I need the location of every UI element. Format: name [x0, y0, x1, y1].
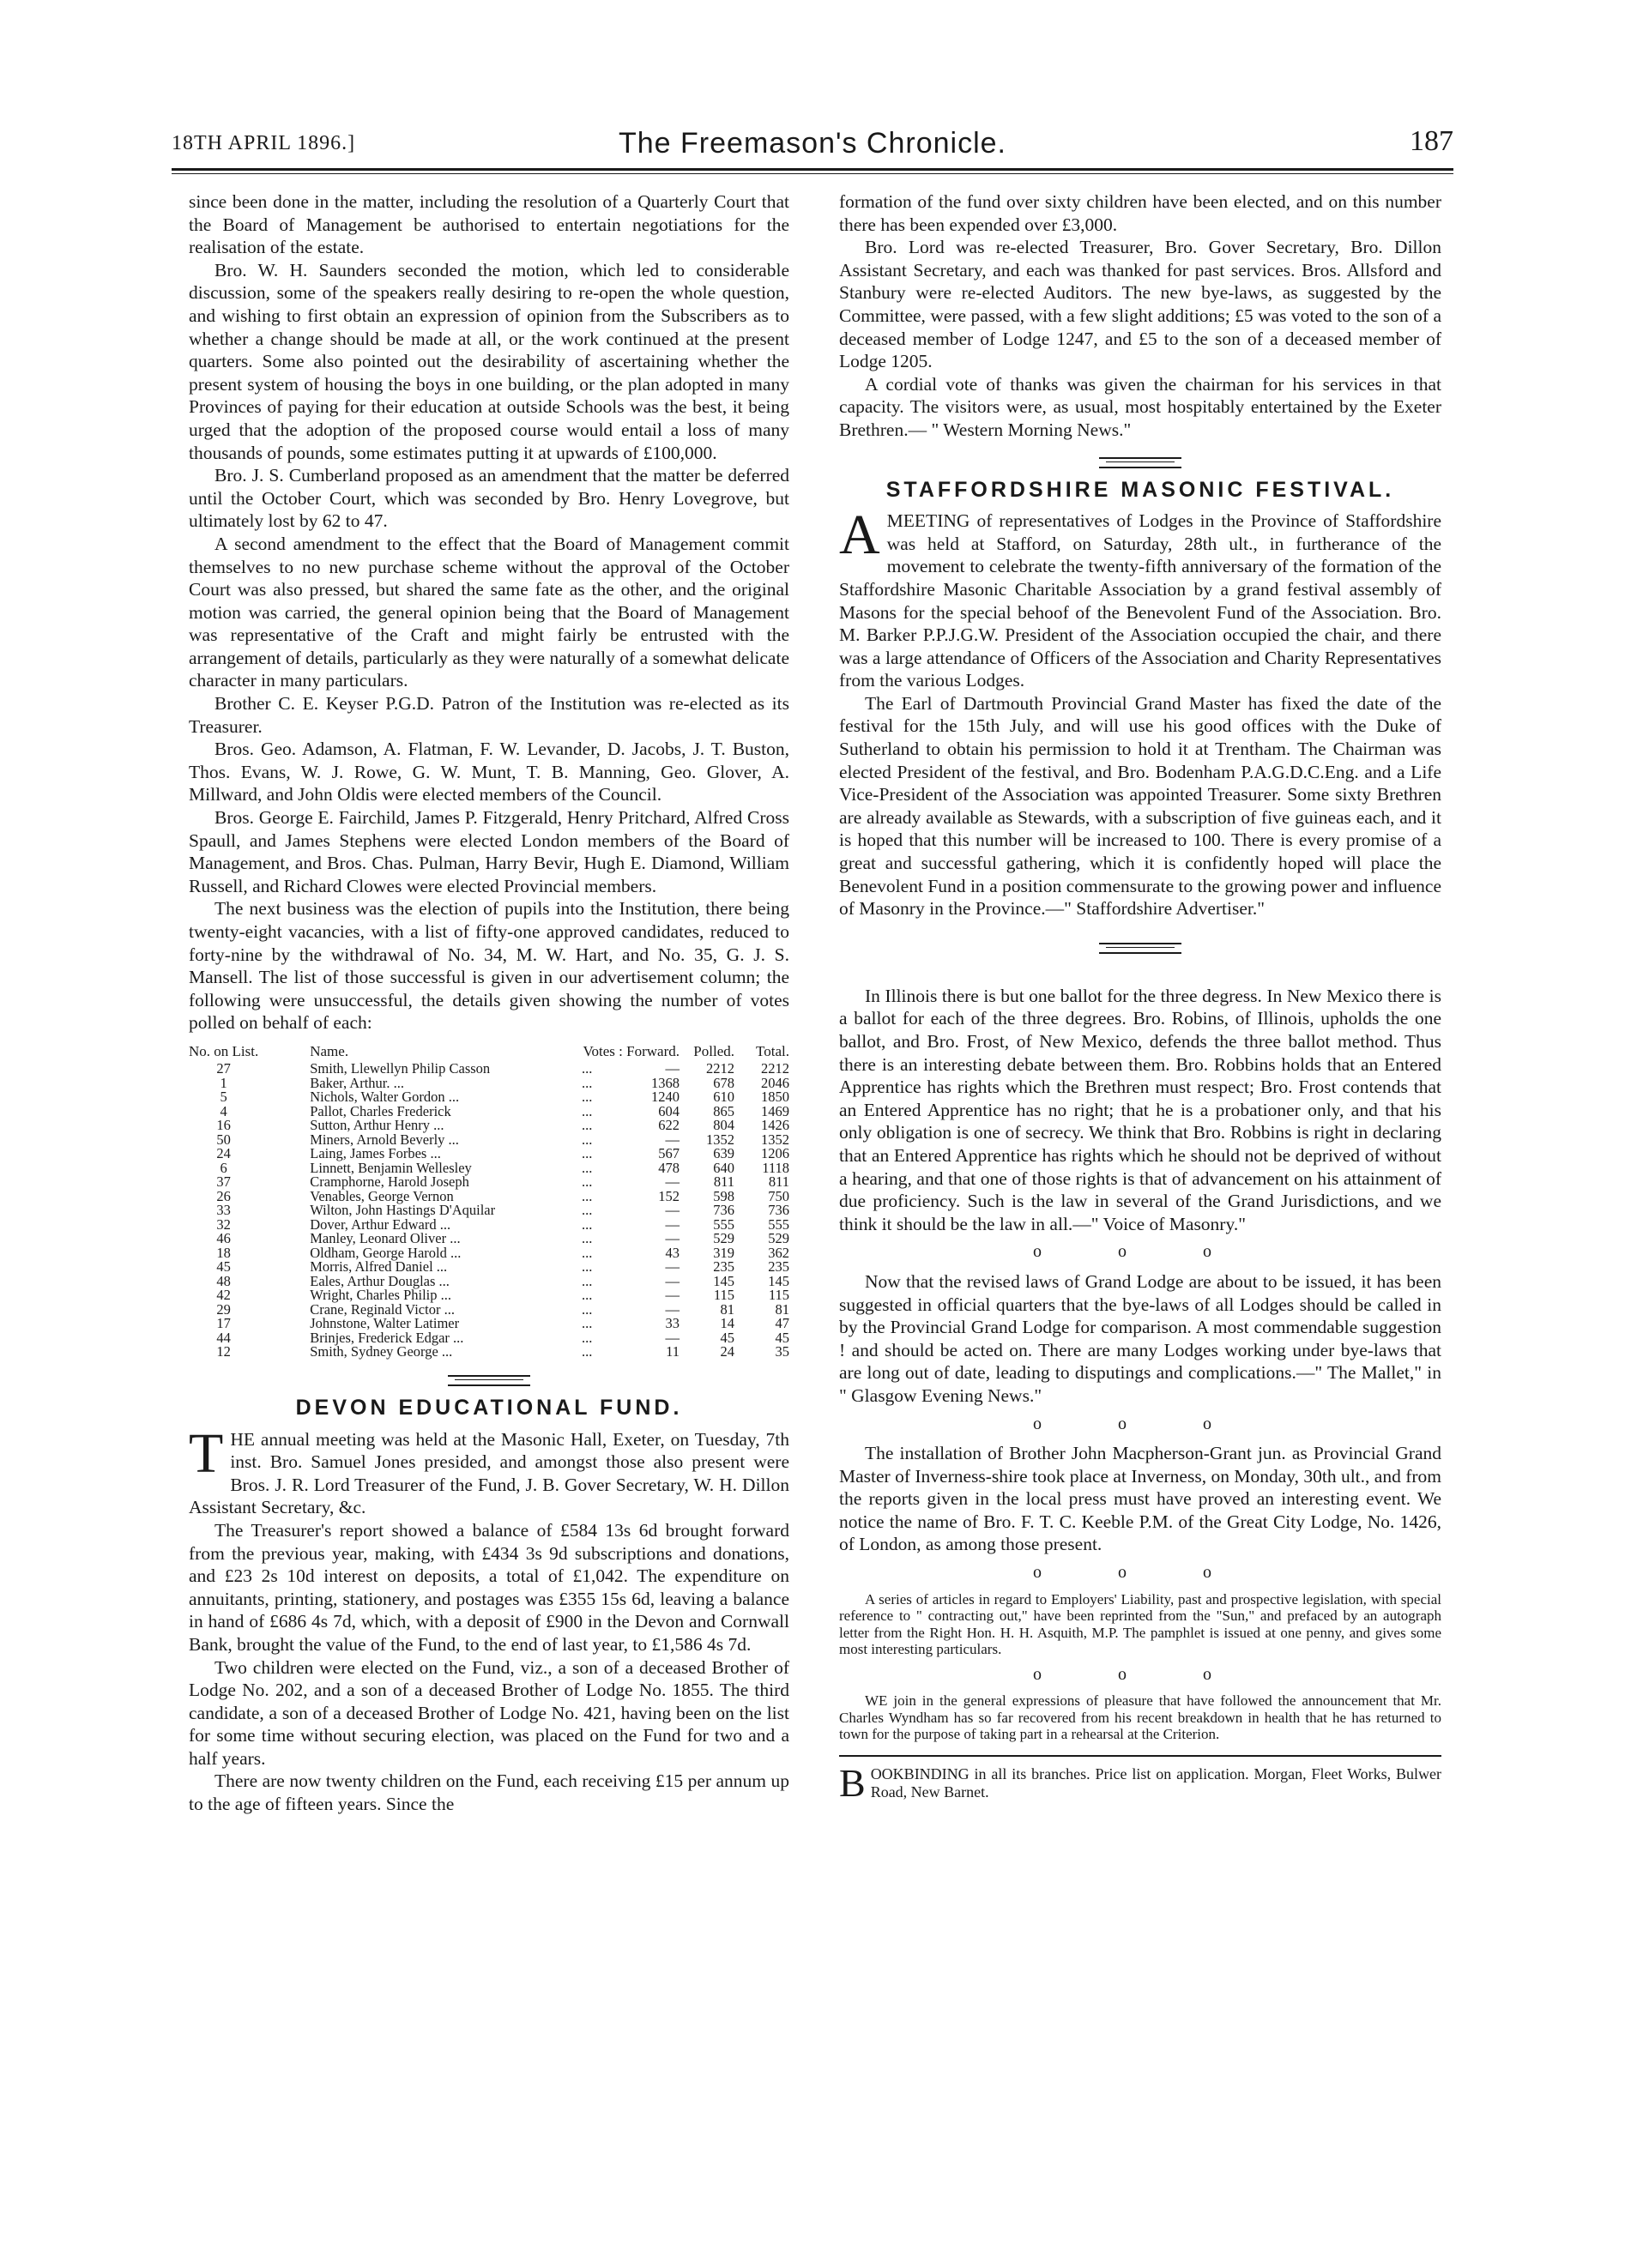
paragraph: The installation of Brother John Macpherson-Grant jun. as Provincial Grand Master of Inverness-shire took place at Inverness, on Monday, 30th ult., and from the reports given in the local press must have proved an interesting event. We notice the name of Bro. F. T. C. Keeble P.M. of the Great City Lodge, No. 1426, of London, as among those present.	[839, 1443, 1441, 1555]
paragraph: The Treasurer's report showed a balance of £584 13s 6d brought forward from the previous year, making, with £434 3s 9d subscriptions and donations, and £23 2s 10d interest on deposits, a total of £1,042. The expenditure on annuitants, printing, stationery, and postages was £355 15s 6d, leaving a balance in hand of £686 4s 7d, which, with a deposit of £900 in the Devon and Cornwall Bank, brought the value of the Fund, to the end of last year, to £1,586 4s 7d.	[189, 1519, 789, 1655]
table-row	[189, 1062, 789, 1077]
votes-forward: —	[665, 1202, 680, 1219]
votes-total: 362	[768, 1244, 789, 1261]
candidate-name: Baker, Arthur. ...	[310, 1074, 405, 1091]
votes-forward: 478	[658, 1159, 680, 1176]
votes-table-header	[189, 1045, 789, 1063]
table-row	[189, 1119, 789, 1133]
paragraph: The Earl of Dartmouth Provincial Grand Master has fixed the date of the festival for the 15th July, and will use his good offices with the Duke of Sutherland to obtain his permission to hold it at Trentham. The Chairman was elected President of the festival, and Bro. Bodenham P.A.G.D.C.Eng. and a Life Vice-President of the Association was appointed Treasurer. Some sixty Brethren are already available as Stewards, with a subscription of five guineas each, and it is hoped that this number will be increased to 100. There is every promise of a great and successful gathering, which it is confidently hoped will place the Benevolent Fund in a position commensurate to the growing power and influence of Masonry in the Province.—" Staffordshire Advertiser."	[839, 692, 1441, 920]
votes-forward: —	[665, 1131, 680, 1148]
list-number: 37	[216, 1173, 231, 1191]
candidate-name: Brinjes, Frederick Edgar ...	[310, 1329, 464, 1346]
votes-total: 35	[775, 1343, 789, 1360]
list-number: 16	[216, 1117, 231, 1134]
candidate-name: Smith, Sydney George ...	[310, 1343, 453, 1360]
table-row	[189, 1147, 789, 1161]
votes-forward: —	[665, 1060, 680, 1077]
col-header-forward: Votes : Forward.	[583, 1042, 680, 1059]
table-row	[189, 1133, 789, 1148]
page-number: 187	[1410, 125, 1453, 157]
votes-polled: 640	[713, 1159, 734, 1176]
table-row	[189, 1246, 789, 1261]
col-header-polled: Polled.	[693, 1042, 734, 1059]
votes-total: 2046	[761, 1074, 789, 1091]
table-row	[189, 1288, 789, 1303]
votes-polled: 678	[713, 1074, 734, 1091]
votes-polled: 24	[720, 1343, 734, 1360]
candidate-name: Smith, Llewellyn Philip Casson	[310, 1060, 491, 1077]
paragraph: Bro. J. S. Cumberland proposed as an amendment that the matter be deferred until the October Court, which was seconded by Bro. Henry Lovegrove, but ultimately lost by 62 to 47.	[189, 465, 789, 532]
votes-total: 47	[775, 1315, 789, 1332]
publication-title: The Freemason's Chronicle.	[619, 127, 1006, 160]
votes-forward: 43	[665, 1244, 680, 1261]
votes-total: 145	[768, 1272, 789, 1289]
votes-forward: —	[665, 1258, 680, 1276]
section-separator	[1099, 457, 1181, 468]
section-separator	[1099, 943, 1181, 954]
list-number: 4	[220, 1102, 227, 1119]
leader-dots: ...	[582, 1287, 593, 1304]
votes-total: 1850	[761, 1089, 789, 1106]
issue-date: 18TH APRIL 1896.]	[172, 132, 356, 154]
list-number: 26	[216, 1187, 231, 1204]
list-number: 6	[220, 1159, 227, 1176]
list-number: 18	[216, 1244, 231, 1261]
candidate-name: Oldham, George Harold ...	[310, 1244, 462, 1261]
votes-polled: 811	[713, 1173, 734, 1191]
header-rule-thin	[172, 173, 1453, 174]
list-number: 42	[216, 1287, 231, 1304]
votes-forward: —	[665, 1287, 680, 1304]
section-separator	[448, 1375, 530, 1386]
votes-total: 750	[768, 1187, 789, 1204]
table-row	[189, 1161, 789, 1176]
small-paragraph: A series of articles in regard to Employers' Liability, past and prospective legislation, with special reference to " contracting out," have been reprinted from the "Sun," and prefaced by an autograph letter from the Right Hon. H. H. Asquith, M.P. The pamphlet is issued at one penny, and gives some most interesting particulars.	[839, 1590, 1441, 1658]
table-row	[189, 1232, 789, 1246]
list-number: 1	[220, 1074, 227, 1091]
table-row	[189, 1203, 789, 1218]
drop-cap: A	[839, 504, 880, 567]
votes-polled: 1352	[706, 1131, 734, 1148]
table-row	[189, 1077, 789, 1091]
table-row	[189, 1345, 789, 1360]
list-number: 5	[220, 1089, 227, 1106]
votes-forward: 33	[665, 1315, 680, 1332]
small-paragraph: WE join in the general expressions of pleasure that have followed the announcement that Mr. Charles Wyndham has so far recovered from his recent breakdown in health that he has returned to town for the purpose of taking part in a rehearsal at the Criterion.	[839, 1692, 1441, 1743]
leader-dots: ...	[582, 1145, 593, 1162]
votes-total: 45	[775, 1329, 789, 1346]
votes-forward: 622	[658, 1117, 680, 1134]
table-row	[189, 1260, 789, 1275]
candidate-name: Eales, Arthur Douglas ...	[310, 1272, 450, 1289]
candidate-name: Morris, Alfred Daniel ...	[310, 1258, 448, 1276]
votes-polled: 598	[713, 1187, 734, 1204]
advert-rule	[839, 1755, 1441, 1757]
votes-forward: —	[665, 1329, 680, 1346]
drop-cap: T	[189, 1421, 224, 1485]
votes-polled: 865	[713, 1102, 734, 1119]
leader-dots: ...	[582, 1343, 593, 1360]
leader-dots: ...	[582, 1258, 593, 1276]
votes-table-body	[189, 1062, 789, 1360]
votes-polled: 529	[713, 1230, 734, 1247]
advert-text: OOKBINDING in all its branches. Price list on application. Morgan, Fleet Works, Bulwer Road, New Barnet.	[870, 1764, 1441, 1801]
candidate-name: Manley, Leonard Oliver ...	[310, 1230, 461, 1247]
devon-heading: DEVON EDUCATIONAL FUND.	[295, 1395, 683, 1420]
drop-cap: B	[839, 1760, 866, 1805]
paragraph: formation of the fund over sixty children have been elected, and on this number there has been expended over £3,000.	[839, 191, 1441, 235]
table-row	[189, 1218, 789, 1233]
paragraph: A cordial vote of thanks was given the chairman for his services in that capacity. The visitors were, as usual, most hospitably entertained by the Exeter Brethren.— " Western Morning News."	[839, 373, 1441, 440]
votes-forward: 1240	[651, 1089, 680, 1106]
votes-forward: —	[665, 1215, 680, 1233]
col-header-no: No. on List.	[189, 1042, 259, 1059]
list-number: 27	[216, 1060, 231, 1077]
votes-total: 81	[775, 1300, 789, 1318]
leader-dots: ...	[582, 1202, 593, 1219]
votes-polled: 639	[713, 1145, 734, 1162]
votes-total: 235	[768, 1258, 789, 1276]
paragraph: The next business was the election of pupils into the Institution, there being twenty-eight vacancies, with a list of fifty-one approved candidates, reduced to forty-nine by the withdrawal of No. 34, M. W. Hart, and No. 35, G. J. S. Mansell. The list of those successful is given in our advertisement column; the following were unsuccessful, the details given showing the number of votes polled on behalf of each:	[189, 898, 789, 1034]
leader-dots: ...	[582, 1329, 593, 1346]
list-number: 24	[216, 1145, 231, 1162]
table-row	[189, 1275, 789, 1289]
votes-forward: 604	[658, 1102, 680, 1119]
candidate-name: Pallot, Charles Frederick	[310, 1102, 451, 1119]
dot-separator: o o o	[1033, 1242, 1247, 1262]
votes-polled: 115	[713, 1287, 734, 1304]
votes-polled: 14	[720, 1315, 734, 1332]
votes-total: 811	[768, 1173, 789, 1191]
candidate-name: Venables, George Vernon	[310, 1187, 454, 1204]
votes-forward: 1368	[651, 1074, 680, 1091]
votes-forward: —	[665, 1272, 680, 1289]
votes-polled: 2212	[706, 1060, 734, 1077]
paragraph-text: MEETING of representatives of Lodges in the Province of Staffordshire was held at Stafford, on Saturday, 28th ult., in furtherance of the movement to celebrate the twenty-fifth anniversary of the formation of the Staffordshire Masonic Charitable Association by a grand festival assembly of Masons for the special behoof of the Benevolent Fund of the Association. Bro. M. Barker P.P.J.G.W. President of the Association occupied the chair, and there was a large attendance of Officers of the Association and Charity Representatives from the various Lodges.	[839, 510, 1441, 691]
paragraph-text: HE annual meeting was held at the Masonic Hall, Exeter, on Tuesday, 7th inst. Bro. Samuel Jones presided, and amongst those also present were Bros. J. R. Lord Treasurer of the Fund, J. B. Gover Secretary, W. H. Dillon Assistant Secretary, &c.	[189, 1428, 789, 1518]
votes-total: 1426	[761, 1117, 789, 1134]
candidate-name: Nichols, Walter Gordon ...	[310, 1089, 460, 1106]
candidate-name: Laing, James Forbes ...	[310, 1145, 441, 1162]
paragraph: Now that the revised laws of Grand Lodge are about to be issued, it has been suggested in official quarters that the bye-laws of all Lodges should be called in by the Provincial Grand Lodge for comparison. A most commendable suggestion ! and should be acted on. There are many Lodges working under bye-laws that are long out of date, leading to disputings and complications.—" The Mallet," in " Glasgow Evening News."	[839, 1270, 1441, 1406]
votes-forward: 152	[658, 1187, 680, 1204]
votes-forward: 567	[658, 1145, 680, 1162]
dot-separator: o o o	[1033, 1414, 1247, 1433]
col-header-total: Total.	[756, 1042, 789, 1059]
votes-forward: 11	[666, 1343, 680, 1360]
leader-dots: ...	[582, 1215, 593, 1233]
table-row	[189, 1090, 789, 1105]
votes-polled: 555	[713, 1215, 734, 1233]
candidate-name: Linnett, Benjamin Wellesley	[310, 1159, 472, 1176]
votes-polled: 145	[713, 1272, 734, 1289]
dot-separator: o o o	[1033, 1563, 1247, 1583]
leader-dots: ...	[582, 1060, 593, 1077]
leader-dots: ...	[582, 1089, 593, 1106]
paragraph: Bro. Lord was re-elected Treasurer, Bro. Gover Secretary, Bro. Dillon Assistant Secretary, and each was thanked for past services. Bros. Allsford and Stanbury were re-elected Auditors. The new bye-laws, as suggested by the Committee, were passed, with a few slight additions; £5 was voted to the son of a deceased member of Lodge 1247, and £5 to the son of a deceased member of Lodge 1205.	[839, 237, 1441, 372]
leader-dots: ...	[582, 1074, 593, 1091]
votes-forward: —	[665, 1300, 680, 1318]
paragraph: Brother C. E. Keyser P.G.D. Patron of the Institution was re-elected as its Treasurer.	[189, 693, 789, 737]
list-number: 44	[216, 1329, 231, 1346]
votes-total: 1206	[761, 1145, 789, 1162]
staffordshire-intro-paragraph	[839, 504, 1441, 692]
votes-polled: 45	[720, 1329, 734, 1346]
candidate-name: Johnstone, Walter Latimer	[310, 1315, 460, 1332]
votes-polled: 804	[713, 1117, 734, 1134]
page-header	[172, 125, 1453, 163]
paragraph: A second amendment to the effect that the Board of Management commit themselves to no new purchase scheme without the approval of the October Court was also pressed, but shared the same fate as the other, and the original motion was carried, the general opinion being that the Board of Management was representative of the Craft and might fairly be entrusted with the arrangement of details, particularly as they were naturally of a somewhat delicate character in many particulars.	[189, 533, 789, 691]
left-column	[189, 190, 789, 1816]
leader-dots: ...	[582, 1230, 593, 1247]
list-number: 45	[216, 1258, 231, 1276]
candidate-name: Wright, Charles Philip ...	[310, 1287, 452, 1304]
list-number: 17	[216, 1315, 231, 1332]
votes-total: 1118	[762, 1159, 789, 1176]
list-number: 33	[216, 1202, 231, 1219]
paragraph: There are now twenty children on the Fund, each receiving £15 per annum up to the age of fifteen years. Since the	[189, 1770, 789, 1815]
candidate-name: Dover, Arthur Edward ...	[310, 1215, 451, 1233]
candidate-name: Wilton, John Hastings D'Aquilar	[310, 1202, 496, 1219]
votes-total: 555	[768, 1215, 789, 1233]
leader-dots: ...	[582, 1102, 593, 1119]
right-column	[839, 190, 1441, 1805]
paragraph: Bro. W. H. Saunders seconded the motion, which led to considerable discussion, some of the speakers really desiring to re-open the whole question, and wishing to first obtain an expression of opinion from the Subscribers as to whether a change should be made at all, or the work continued at the present quarters. Some also pointed out the desirability of ascertaining whether the present system of housing the boys in one building, or the plan adopted in many Provinces of paying for their education at outside Schools was the best, it being urged that the adoption of the proposed course would entail a loss of many thousands of pounds, some estimates putting it at upwards of £100,000.	[189, 259, 789, 463]
header-rule	[172, 168, 1453, 171]
dot-separator: o o o	[1033, 1664, 1247, 1684]
list-number: 46	[216, 1230, 231, 1247]
leader-dots: ...	[582, 1244, 593, 1261]
votes-forward: —	[665, 1173, 680, 1191]
votes-polled: 610	[713, 1089, 734, 1106]
votes-forward: —	[665, 1230, 680, 1247]
list-number: 32	[216, 1215, 231, 1233]
candidate-name: Cramphorne, Harold Joseph	[310, 1173, 469, 1191]
votes-total: 1352	[761, 1131, 789, 1148]
votes-total: 2212	[761, 1060, 789, 1077]
list-number: 50	[216, 1131, 231, 1148]
paragraph: Bros. George E. Fairchild, James P. Fitzgerald, Henry Pritchard, Alfred Cross Spaull, and James Stephens were elected London members of the Board of Management, and Bros. Chas. Pulman, Harry Bevir, Hugh E. Diamond, William Russell, and Richard Clowes were elected Provincial members.	[189, 807, 789, 896]
leader-dots: ...	[582, 1300, 593, 1318]
leader-dots: ...	[582, 1159, 593, 1176]
table-row	[189, 1331, 789, 1346]
bookbinding-advert	[839, 1760, 1441, 1805]
paragraph: Bros. Geo. Adamson, A. Flatman, F. W. Levander, D. Jacobs, J. T. Buston, Thos. Evans, W. J. Rowe, G. W. Munt, T. B. Manning, Geo. Glover, A. Millward, and John Oldis were elected members of the Council.	[189, 739, 789, 805]
devon-intro-paragraph	[189, 1421, 789, 1519]
leader-dots: ...	[582, 1117, 593, 1134]
votes-polled: 235	[713, 1258, 734, 1276]
paragraph: since been done in the matter, including the resolution of a Quarterly Court that the Board of Management be authorised to entertain negotiations for the realisation of the estate.	[189, 191, 789, 258]
list-number: 29	[216, 1300, 231, 1318]
table-row	[189, 1105, 789, 1119]
votes-total: 736	[768, 1202, 789, 1219]
votes-total: 115	[768, 1287, 789, 1304]
paragraph: In Illinois there is but one ballot for the three degress. In New Mexico there is a ballot for each of the three degrees. Bro. Robins, of Illinois, upholds the one ballot, and Bro. Frost, of New Mexico, defends the three ballot method. Thus there is an interesting debate between them. Bro. Robbins holds that an Entered Apprentice has rights which the Brethren must respect; Bro. Frost contends that an Entered Apprentice has no right; that he is a probationer only, and that his only obligation is one of secrecy. We think that Bro. Robbins is right in declaring that an Entered Apprentice has rights which he should not be deprived of without a hearing, and that one of those rights is that of advancement on his attainment of due proficiency. Such is the law in several of the Grand Jurisdictions, and we think it should be the law in all.—" Voice of Masonry."	[839, 985, 1441, 1234]
candidate-name: Crane, Reginald Victor ...	[310, 1300, 455, 1318]
leader-dots: ...	[582, 1187, 593, 1204]
votes-total: 529	[768, 1230, 789, 1247]
leader-dots: ...	[582, 1173, 593, 1191]
votes-polled: 319	[713, 1244, 734, 1261]
votes-polled: 81	[720, 1300, 734, 1318]
table-row	[189, 1317, 789, 1331]
paragraph: Two children were elected on the Fund, viz., a son of a deceased Brother of Lodge No. 202, and a son of a deceased Brother of Lodge No. 1855. The third candidate, a son of a deceased Brother of Lodge No. 421, having been on the list for some time without securing election, was placed on the Fund for two and a half years.	[189, 1656, 789, 1769]
votes-table	[189, 1042, 789, 1360]
list-number: 12	[216, 1343, 231, 1360]
leader-dots: ...	[582, 1315, 593, 1332]
list-number: 48	[216, 1272, 231, 1289]
col-header-name: Name.	[310, 1042, 349, 1059]
votes-polled: 736	[713, 1202, 734, 1219]
table-row	[189, 1303, 789, 1318]
staffordshire-heading: STAFFORDSHIRE MASONIC FESTIVAL.	[885, 477, 1395, 502]
leader-dots: ...	[582, 1272, 593, 1289]
table-row	[189, 1175, 789, 1190]
candidate-name: Sutton, Arthur Henry ...	[310, 1117, 444, 1134]
votes-total: 1469	[761, 1102, 789, 1119]
leader-dots: ...	[582, 1131, 593, 1148]
candidate-name: Miners, Arnold Beverly ...	[310, 1131, 459, 1148]
